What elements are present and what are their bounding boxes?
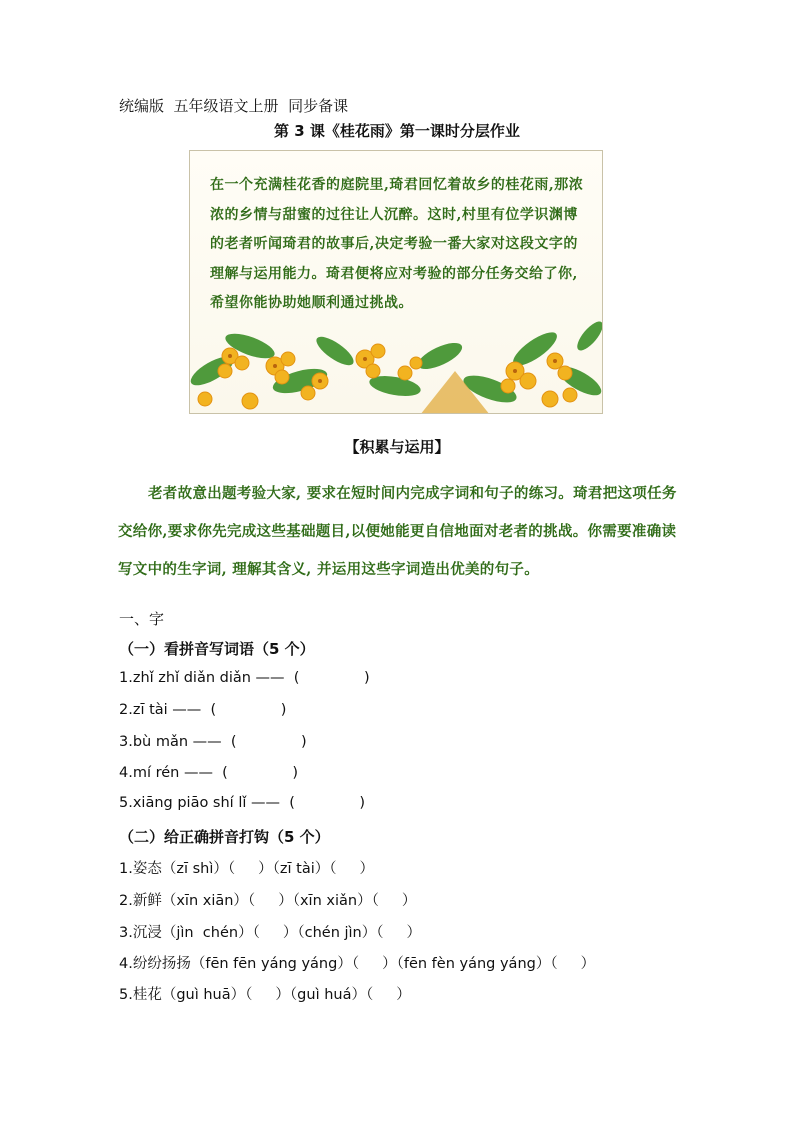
choice-item: 4.纷纷扬扬（fēn fēn yáng yáng）（ ）（fēn fèn yáng yáng）（ ） xyxy=(119,956,596,972)
lesson-title: 第 3 课《桂花雨》第一课时分层作业 xyxy=(274,122,520,140)
series-header: 统编版 五年级语文上册 同步备课 xyxy=(119,97,349,115)
choice-item: 3.沉浸（jìn chén）（ ）（chén jìn）（ ） xyxy=(119,925,422,941)
choice-item: 2.新鲜（xīn xiān）（ ）（xīn xiǎn）（ ） xyxy=(119,893,417,909)
pinyin-item: 2.zī tài —— ( ) xyxy=(119,702,287,718)
pinyin-item: 4.mí rén —— ( ) xyxy=(119,765,299,781)
pinyin-item: 1.zhǐ zhǐ diǎn diǎn —— ( ) xyxy=(119,670,370,686)
osmanthus-illustration xyxy=(190,311,603,414)
sub1-heading: （一）看拼音写词语（5 个） xyxy=(119,640,315,658)
intro-paragraph: 老者故意出题考验大家, 要求在短时间内完成字词和句子的练习。琦君把这项任务交给你,要求你先完成这些基础题目,以便她能更自信地面对老者的挑战。你需要准确读写文中的生字词, 理解其含义, 并运用这些字词造出优美的句子。 xyxy=(118,485,677,578)
choice-item: 1.姿态（zī shì）（ ）（zī tài）（ ） xyxy=(119,861,375,877)
section-heading: 【积累与运用】 xyxy=(344,438,450,456)
sub2-heading: （二）给正确拼音打钩（5 个） xyxy=(119,828,330,846)
story-card xyxy=(189,150,603,414)
pinyin-item: 3.bù mǎn —— ( ) xyxy=(119,734,307,750)
story-text: 在一个充满桂花香的庭院里,琦君回忆着故乡的桂花雨,那浓浓的乡情与甜蜜的过往让人沉醉。这时,村里有位学识渊博的老者听闻琦君的故事后,决定考验一番大家对这段文字的理解与运用能力。琦君便将应对考验的部分任务交给了你, 希望你能协助她顺利通过挑战。 xyxy=(210,177,584,311)
part-one-heading: 一、字 xyxy=(119,610,165,628)
pinyin-item: 5.xiāng piāo shí lǐ —— ( ) xyxy=(119,795,366,811)
choice-item: 5.桂花（guì huā）（ ）（guì huá）（ ） xyxy=(119,987,411,1003)
